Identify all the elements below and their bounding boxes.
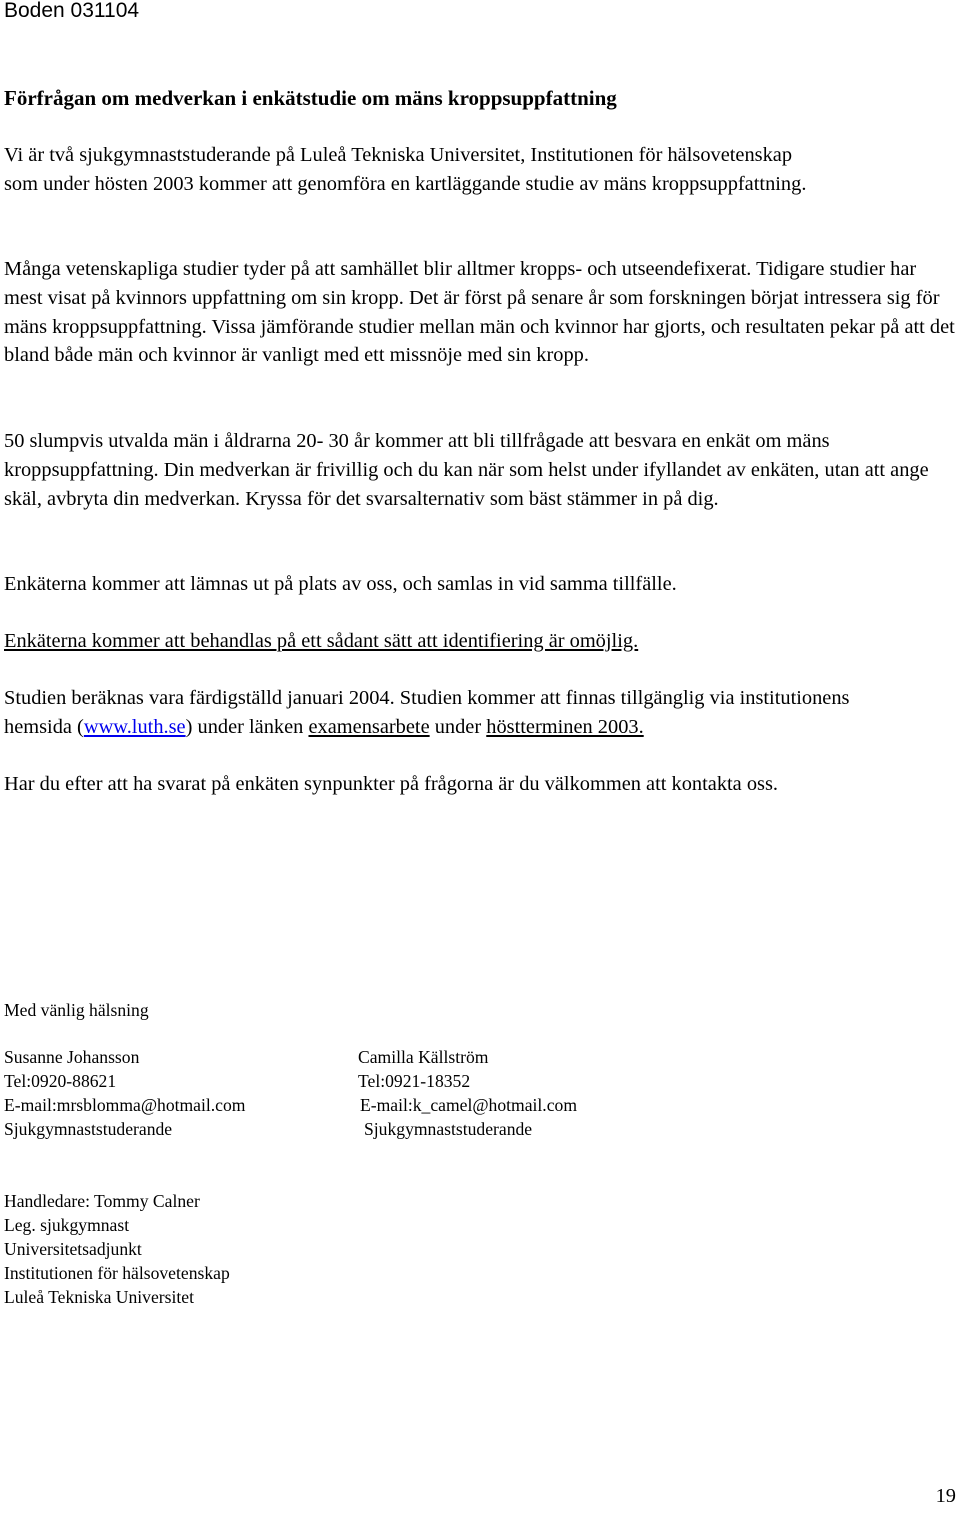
intro-paragraph: Vi är två sjukgymnaststuderande på Luleå Tekniska Universitet, Institutionen för hälsovetenskap som under hösten 2003 kommer att genomföra en kartläggande studie av mäns kroppsuppfattning. bbox=[4, 144, 807, 195]
person1-email: E-mail:mrsblomma@hotmail.com bbox=[4, 1095, 246, 1115]
document-title: Förfrågan om medverkan i enkätstudie om mäns kroppsuppfattning bbox=[4, 86, 617, 110]
supervisor-line-4: Institutionen för hälsovetenskap bbox=[4, 1263, 230, 1283]
distribution-paragraph: Enkäterna kommer att lämnas ut på plats av oss, och samlas in vid samma tillfälle. bbox=[4, 573, 677, 595]
background-paragraph: Många vetenskapliga studier tyder på att samhället blir alltmer kropps- och utseendefixerat. Tidigare studier har mest visat på kvinnors uppfattning om sin kropp. Det är först på senare år som forskningen börjat intressera sig för mäns kroppsuppfattning. Vissa jämförande studier mellan män och kvinnor har gjorts, och resultaten pekar på att det bland både män och kvinnor är vanligt med ett missnöje med sin kropp. bbox=[4, 258, 955, 367]
anonymity-paragraph: Enkäterna kommer att behandlas på ett sådant sätt att identifiering är omöjlig. bbox=[4, 630, 639, 652]
luth-website-link[interactable]: www.luth.se bbox=[83, 715, 186, 738]
publication-text-middle: ) under länken bbox=[185, 715, 309, 738]
hostterminen-link[interactable]: höstterminen 2003. bbox=[486, 715, 644, 738]
person2-name: Camilla Källström bbox=[358, 1047, 489, 1067]
person2-role: Sjukgymnaststuderande bbox=[364, 1119, 533, 1139]
person2-email: E-mail:k_camel@hotmail.com bbox=[360, 1095, 578, 1115]
person1-tel: Tel:0920-88621 bbox=[4, 1071, 117, 1091]
person1-role: Sjukgymnaststuderande bbox=[4, 1119, 173, 1139]
examensarbete-link[interactable]: examensarbete bbox=[308, 715, 430, 738]
person2-tel: Tel:0921-18352 bbox=[358, 1071, 471, 1091]
supervisor-line-5: Luleå Tekniska Universitet bbox=[4, 1287, 194, 1307]
person1-name: Susanne Johansson bbox=[4, 1047, 140, 1067]
document-header: Boden 031104 bbox=[4, 0, 140, 22]
greeting: Med vänlig hälsning bbox=[4, 1000, 149, 1020]
publication-paragraph bbox=[4, 684, 904, 742]
publication-text-start: Studien beräknas vara färdigställd januari 2004. Studien kommer att finnas tillgänglig via institutionens hemsida ( bbox=[4, 687, 850, 738]
supervisor-line-3: Universitetsadjunkt bbox=[4, 1239, 142, 1259]
supervisor-line-2: Leg. sjukgymnast bbox=[4, 1215, 130, 1235]
participation-paragraph: 50 slumpvis utvalda män i åldrarna 20- 30 år kommer att bli tillfrågade att besvara en enkät om mäns kroppsuppfattning. Din medverkan är frivillig och du kan när som helst under ifyllandet av enkäten, utan att ange skäl, avbryta din medverkan. Kryssa för det svarsalternativ som bäst stämmer in på dig. bbox=[4, 430, 929, 510]
supervisor-line-1: Handledare: Tommy Calner bbox=[4, 1191, 200, 1211]
page-number: 19 bbox=[935, 1485, 956, 1507]
contact-paragraph: Har du efter att ha svarat på enkäten synpunkter på frågorna är du välkommen att kontakta oss. bbox=[4, 773, 778, 795]
publication-text-middle-2: under bbox=[429, 715, 487, 738]
